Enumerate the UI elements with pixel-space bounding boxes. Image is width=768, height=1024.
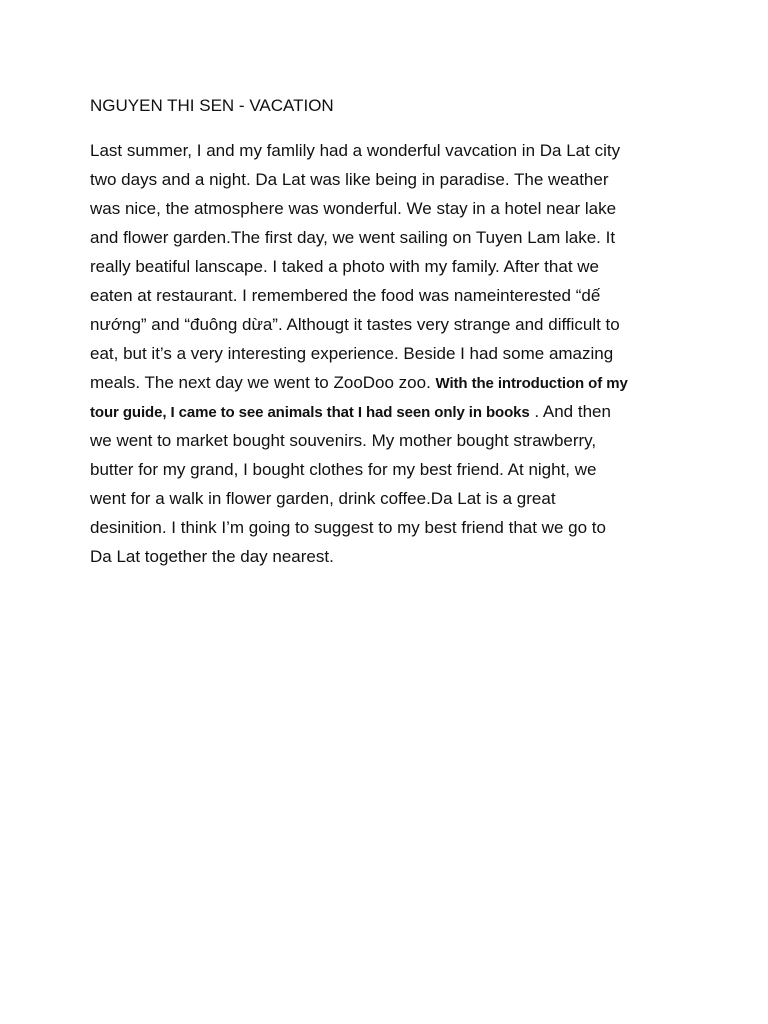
essay-line-10 [90,397,710,426]
essay-line-4: and flower garden.The first day, we went sailing on Tuyen Lam lake. It [90,228,616,247]
essay-line-15: Da Lat together the day nearest. [90,547,334,566]
essay-line-9-plain: meals. The next day we went to ZooDoo zoo. [90,373,436,392]
essay-line-1: Last summer, I and my famlily had a wonderful vavcation in Da Lat city [90,141,621,160]
essay-body [90,136,710,571]
essay-line-6: eaten at restaurant. I remembered the food was nameinterested “dế [90,286,601,305]
essay-line-3: was nice, the atmosphere was wonderful. We stay in a hotel near lake [90,199,617,218]
essay-line-9 [90,368,710,397]
essay-line-10-bold: tour guide, I came to see animals that I had seen only in books [90,404,530,421]
essay-line-5: really beatiful lanscape. I taked a photo with my family. After that we [90,257,599,276]
essay-line-14: desinition. I think I’m going to suggest to my best friend that we go to [90,518,606,537]
essay-line-7: nướng” and “đuông dừa”. Althougt it tastes very strange and difficult to [90,315,620,334]
essay-line-10-plain: . And then [529,402,611,421]
essay-line-13: went for a walk in flower garden, drink coffee.Da Lat is a great [90,489,556,508]
essay-line-11: we went to market bought souvenirs. My mother bought strawberry, [90,431,597,450]
essay-line-8: eat, but it’s a very interesting experience. Beside I had some amazing [90,344,614,363]
essay-line-12: butter for my grand, I bought clothes for my best friend. At night, we [90,460,597,479]
document-title: NGUYEN THI SEN - VACATION [90,96,334,115]
essay-line-9-bold: With the introduction of my [435,375,628,392]
essay-line-2: two days and a night. Da Lat was like being in paradise. The weather [90,170,609,189]
